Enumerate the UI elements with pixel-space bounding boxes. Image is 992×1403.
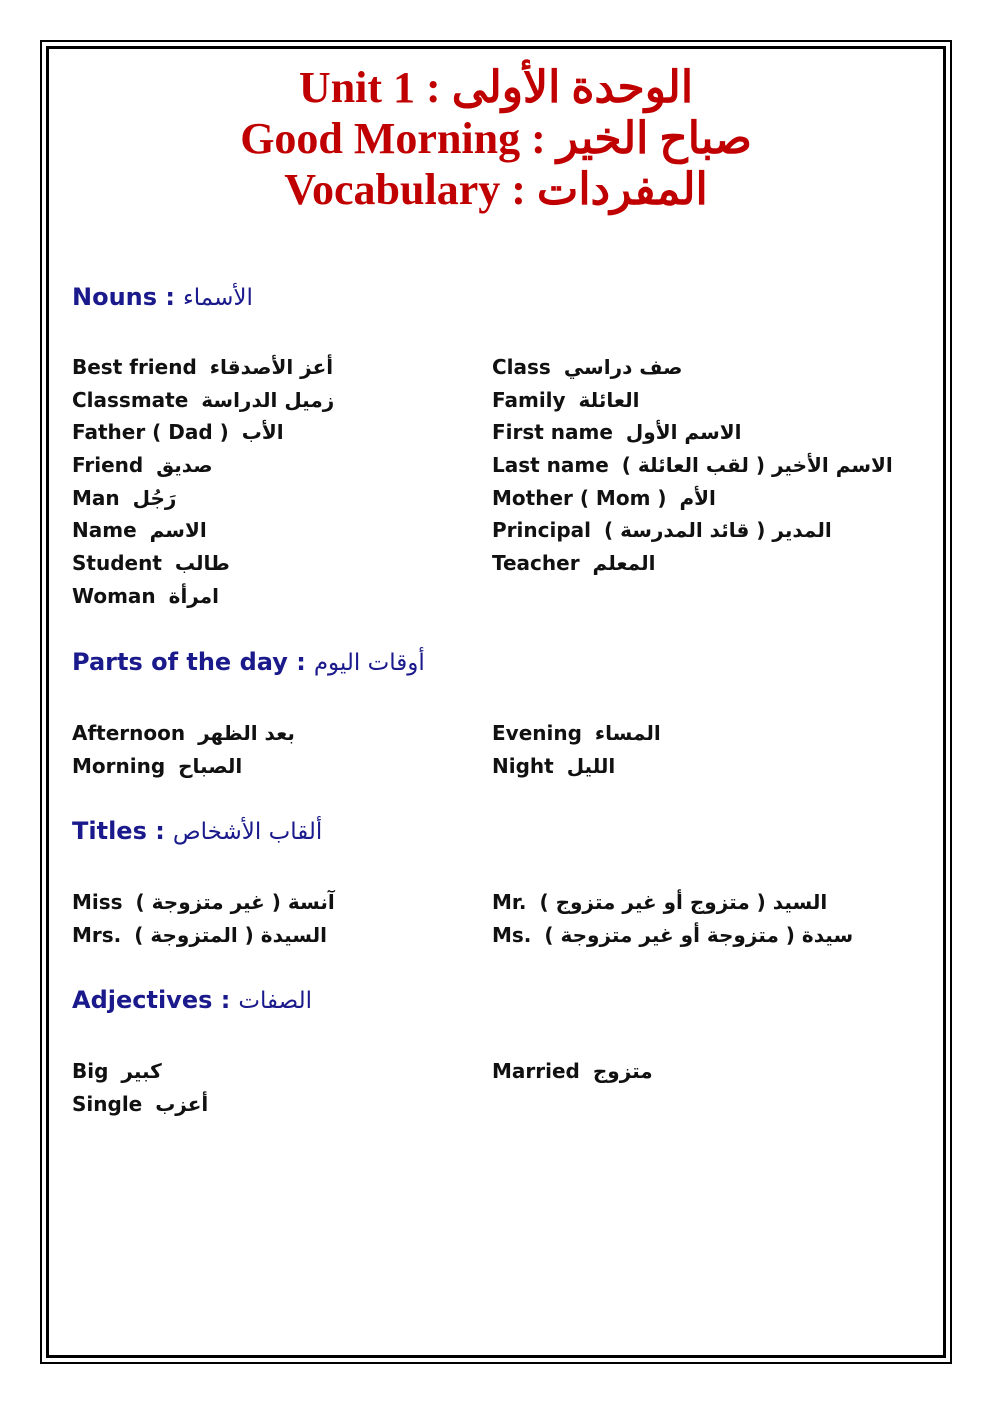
section-label-arabic: الصفات bbox=[238, 988, 312, 1014]
vocab-item bbox=[72, 547, 334, 580]
vocab-arabic: آنسة ( غير متزوجة ) bbox=[135, 890, 335, 914]
vocab-arabic: زميل الدراسة bbox=[201, 387, 335, 412]
vocab-item bbox=[72, 919, 335, 952]
vocab-english: Friend bbox=[72, 453, 144, 478]
page-border-inner bbox=[46, 46, 946, 1358]
section-heading-adjectives bbox=[72, 986, 312, 1014]
vocab-arabic: امرأة bbox=[168, 583, 219, 608]
vocab-english: Mrs. bbox=[72, 922, 122, 947]
vocab-arabic: المعلم bbox=[592, 551, 656, 576]
section-heading-nouns bbox=[72, 283, 253, 311]
vocab-english: Mr. bbox=[492, 890, 527, 914]
titles-left-column bbox=[72, 886, 335, 951]
nouns-right-column bbox=[492, 351, 893, 580]
parts-of-day-left-column bbox=[72, 717, 295, 782]
vocab-arabic: السيدة ( المتزوجة ) bbox=[134, 922, 328, 947]
vocab-english: Student bbox=[72, 551, 162, 576]
vocab-item bbox=[492, 514, 893, 547]
vocab-item bbox=[72, 717, 295, 750]
vocab-english: Mother ( Mom ) bbox=[492, 485, 667, 510]
vocab-item bbox=[72, 449, 334, 482]
vocab-item bbox=[492, 384, 893, 417]
vocab-item bbox=[492, 750, 661, 783]
vocab-arabic: أعزب bbox=[155, 1091, 209, 1116]
vocab-item bbox=[492, 351, 893, 384]
vocab-arabic: الاسم bbox=[149, 518, 207, 543]
vocab-item bbox=[492, 1055, 653, 1088]
vocab-arabic: طالب bbox=[174, 551, 230, 576]
section-label-arabic: الأسماء bbox=[182, 285, 253, 311]
section-label: Adjectives : bbox=[72, 986, 231, 1014]
section-label-arabic: ألقاب الأشخاص bbox=[172, 819, 323, 845]
vocab-english: Family bbox=[492, 387, 566, 412]
vocab-english: Woman bbox=[72, 583, 156, 608]
vocab-english: Married bbox=[492, 1059, 580, 1083]
vocab-arabic: صف دراسي bbox=[563, 355, 683, 379]
vocab-english: Ms. bbox=[492, 922, 532, 947]
vocab-item bbox=[72, 886, 335, 919]
titles-right-column bbox=[492, 886, 853, 951]
vocab-item bbox=[72, 384, 334, 417]
vocab-english: Afternoon bbox=[72, 721, 186, 745]
vocab-arabic: رَجُل bbox=[132, 485, 177, 510]
vocab-item bbox=[492, 547, 893, 580]
vocab-english: Best friend bbox=[72, 355, 197, 379]
vocab-english: Last name bbox=[492, 453, 609, 478]
vocab-arabic: بعد الظهر bbox=[198, 721, 295, 745]
vocab-item bbox=[72, 514, 334, 547]
vocab-english: Morning bbox=[72, 753, 166, 778]
vocab-arabic: سيدة ( متزوجة أو غير متزوجة ) bbox=[544, 922, 854, 947]
vocab-arabic: الصباح bbox=[178, 753, 243, 778]
title-unit: Unit 1 : الوحدة الأولى bbox=[298, 63, 694, 112]
vocab-item bbox=[492, 449, 893, 482]
vocab-item bbox=[72, 1055, 208, 1088]
adjectives-left-column bbox=[72, 1055, 208, 1120]
vocab-english: Class bbox=[492, 355, 551, 379]
vocab-arabic: السيد ( متزوج أو غير متزوج ) bbox=[539, 890, 828, 914]
vocab-item bbox=[72, 482, 334, 515]
vocab-arabic: الاسم الأول bbox=[625, 420, 742, 445]
vocab-english: Father ( Dad ) bbox=[72, 420, 229, 445]
section-label-arabic: أوقات اليوم bbox=[313, 650, 425, 676]
section-heading-parts-of-day bbox=[72, 648, 425, 676]
vocab-english: Single bbox=[72, 1091, 143, 1116]
section-label: Parts of the day : bbox=[72, 648, 306, 676]
vocab-arabic: الاسم الأخير ( لقب العائلة ) bbox=[621, 453, 893, 478]
vocab-arabic: أعز الأصدقاء bbox=[209, 355, 334, 379]
vocab-arabic: الأم bbox=[679, 485, 716, 510]
vocab-item bbox=[492, 919, 853, 952]
vocab-arabic: المساء bbox=[594, 721, 661, 745]
vocab-arabic: كبير bbox=[121, 1059, 162, 1083]
vocab-arabic: الليل bbox=[566, 753, 616, 778]
vocab-english: Name bbox=[72, 518, 137, 543]
vocab-english: Big bbox=[72, 1059, 109, 1083]
section-label: Titles : bbox=[72, 817, 165, 845]
parts-of-day-right-column bbox=[492, 717, 661, 782]
vocab-item bbox=[72, 580, 334, 613]
vocab-english: Principal bbox=[492, 518, 591, 543]
vocab-item bbox=[72, 1088, 208, 1121]
vocab-arabic: العائلة bbox=[578, 387, 640, 412]
vocab-english: Night bbox=[492, 753, 554, 778]
section-label: Nouns : bbox=[72, 283, 175, 311]
vocab-item bbox=[72, 351, 334, 384]
vocab-english: Evening bbox=[492, 721, 582, 745]
vocab-english: Classmate bbox=[72, 387, 189, 412]
vocab-item bbox=[492, 416, 893, 449]
section-heading-titles bbox=[72, 817, 322, 845]
vocab-item bbox=[72, 416, 334, 449]
vocab-english: Teacher bbox=[492, 551, 580, 576]
vocab-arabic: الأب bbox=[241, 420, 284, 445]
vocab-english: Miss bbox=[72, 890, 123, 914]
vocab-arabic: صديق bbox=[156, 453, 213, 478]
vocab-item bbox=[492, 717, 661, 750]
adjectives-right-column bbox=[492, 1055, 653, 1088]
vocab-item bbox=[72, 750, 295, 783]
title-lesson: Good Morning : صباح الخير bbox=[240, 114, 752, 163]
title-vocabulary: Vocabulary : المفردات bbox=[284, 165, 708, 214]
vocab-english: Man bbox=[72, 485, 120, 510]
vocab-arabic: متزوج bbox=[592, 1059, 653, 1083]
vocab-item bbox=[492, 886, 853, 919]
nouns-left-column bbox=[72, 351, 334, 613]
vocab-english: First name bbox=[492, 420, 613, 445]
vocab-item bbox=[492, 482, 893, 515]
vocab-arabic: المدير ( قائد المدرسة ) bbox=[603, 518, 832, 543]
